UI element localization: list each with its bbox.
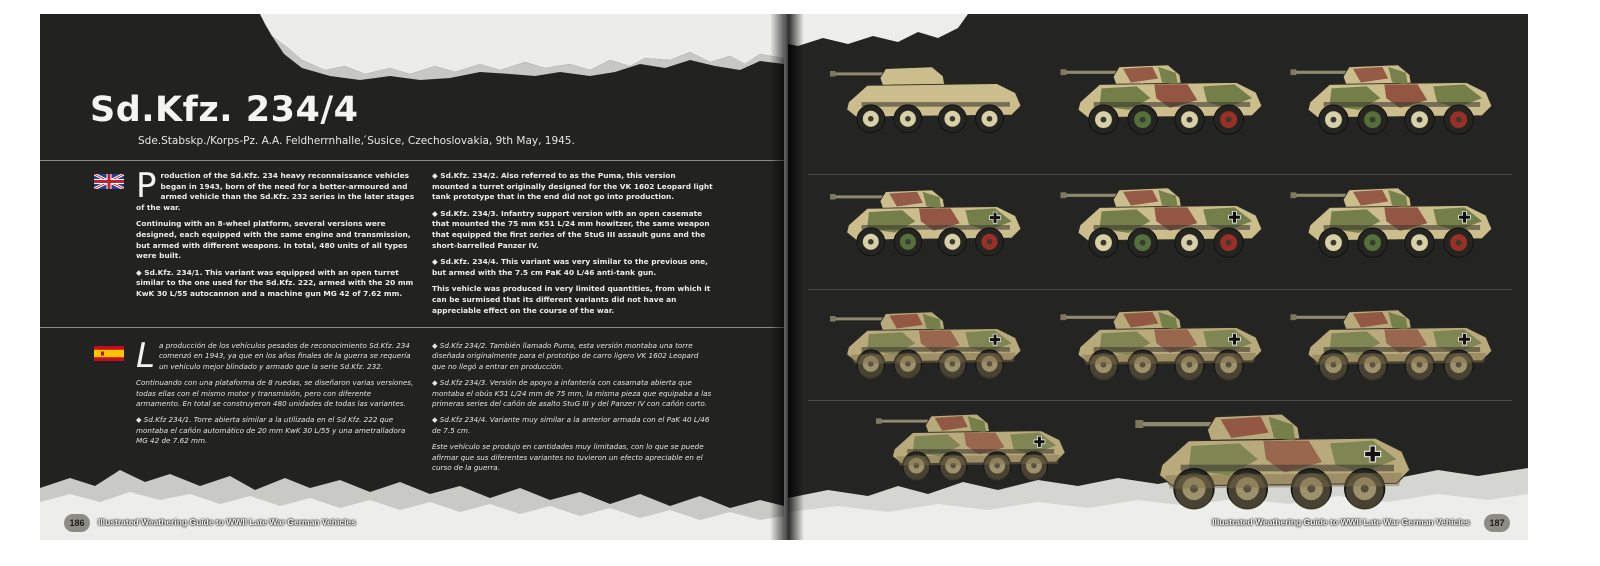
spanish-paragraph: ◆ Sd.Kfz 234/4. Variante muy similar a la anterior armada con el PaK 40 L/46 de 7.5 cm. bbox=[432, 415, 710, 435]
armored-car-illustration bbox=[1060, 304, 1276, 392]
drop-cap: L bbox=[136, 336, 155, 376]
english-paragraph: ◆ Sd.Kfz. 234/3. Infantry support version with an open casemate that mounted the 75 mm K51 L/24 mm howitzer, the same weapon that equipped the first series of the StuG III assault guns and the short-barrelled Panzer IV. bbox=[432, 208, 710, 250]
drop-cap: P bbox=[136, 166, 157, 206]
armored-car-illustration bbox=[1060, 59, 1276, 147]
right-footer bbox=[1210, 514, 1510, 536]
english-paragraph: Continuing with an 8-wheel platform, several versions were designed, each equipped with the same engine and transmission, but armed with different weapons. In total, 480 units of all types were built. bbox=[136, 219, 411, 261]
left-footer bbox=[64, 514, 464, 536]
english-column-2 bbox=[432, 171, 714, 322]
section-divider bbox=[40, 160, 784, 161]
armored-car-illustration bbox=[830, 182, 1034, 270]
english-paragraph: This vehicle was produced in very limited quantities, from which it can be surmised that its different variants did not have an appreciable effect on the course of the war. bbox=[432, 284, 711, 315]
armored-car-illustration bbox=[830, 59, 1034, 147]
right-page bbox=[788, 14, 1528, 540]
armored-car-illustration bbox=[1290, 59, 1506, 147]
spain-flag-icon bbox=[94, 346, 124, 361]
armored-car-illustration bbox=[876, 406, 1078, 494]
page-title: Sd.Kfz. 234/4 bbox=[90, 90, 359, 130]
book-gutter bbox=[770, 14, 804, 540]
vehicle-profile bbox=[1126, 406, 1438, 526]
english-paragraph: ◆ Sd.Kfz. 234/4. This variant was very similar to the previous one, but armed with the 7.5 cm PaK 40 L/46 anti-tank gun. bbox=[432, 257, 708, 277]
running-head: Illustrated Weathering Guide to WWII Late War German Vehicles bbox=[98, 517, 356, 527]
spanish-paragraph: a producción de los vehículos pesados de reconocimiento Sd.Kfz. 234 comenzó en 1943, ya que en los años finales de la guerra se requería un vehículo mejor blindado y armado que la serie Sd.Kfz. 232. bbox=[158, 341, 411, 371]
english-column-1 bbox=[136, 166, 416, 306]
spanish-paragraph: ◆ Sd.Kfz 234/1. Torre abierta similar a la utilizada en el Sd.Kfz. 222 que montaba el cañón automático de 20 mm KwK 30 L/55 y una ametralladora MG 42 de 7.62 mm. bbox=[136, 415, 406, 446]
union-jack-icon bbox=[94, 174, 124, 189]
vehicle-profile bbox=[830, 182, 1034, 270]
row-divider bbox=[808, 174, 1512, 175]
running-head: Illustrated Weathering Guide to WWII Late War German Vehicles bbox=[1212, 517, 1470, 527]
english-paragraph: ◆ Sd.Kfz. 234/1. This variant was equipped with an open turret similar to the one used for the Sd.Kfz. 222, armed with the 20 mm KwK 30 L/55 autocannon and a machine gun MG 42 of 7.62 mm. bbox=[136, 267, 414, 298]
spanish-column-1 bbox=[136, 336, 416, 453]
vehicle-profile bbox=[1060, 304, 1276, 392]
page-subtitle: Sde.Stabskp./Korps-Pz. A.A. Feldherrnhalle, ́Susice, Czechoslovakia, 9th May, 1945. bbox=[138, 135, 575, 147]
armored-car-illustration bbox=[1290, 182, 1506, 270]
torn-paper-top bbox=[788, 14, 1528, 54]
vehicle-profile bbox=[830, 59, 1034, 147]
row-divider bbox=[808, 289, 1512, 290]
spanish-paragraph: ◆ Sd.Kfz 234/2. También llamado Puma, esta versión montaba una torre diseñada originalmente para el prototipo de carro ligero VK 1602 Leopard que no llegó a entrar en producción. bbox=[432, 341, 699, 371]
page-number: 187 bbox=[1484, 514, 1510, 532]
spanish-paragraph: Continuando con una plataforma de 8 ruedas, se diseñaron varias versiones, todas ellas con el mismo motor y transmisión, pero con diferente armamento. En total se construyeron 480 unidades de todas las variantes. bbox=[136, 378, 414, 409]
vehicle-profile bbox=[876, 406, 1078, 494]
vehicle-profile bbox=[830, 304, 1034, 392]
vehicle-profile bbox=[1290, 59, 1506, 147]
page-number: 186 bbox=[64, 514, 90, 532]
vehicle-profile bbox=[1290, 182, 1506, 270]
row-divider bbox=[808, 400, 1512, 401]
vehicle-profile bbox=[1290, 304, 1506, 392]
left-page bbox=[40, 14, 784, 540]
armored-car-illustration bbox=[830, 304, 1034, 392]
armored-car-illustration bbox=[1060, 182, 1276, 270]
armored-car-illustration bbox=[1290, 304, 1506, 392]
torn-paper-top bbox=[40, 14, 784, 94]
vehicle-profile bbox=[1060, 59, 1276, 147]
vehicle-profile bbox=[1060, 182, 1276, 270]
spanish-paragraph: ◆ Sd.Kfz 234/3. Versión de apoyo a infantería con casamata abierta que montaba el obús K51 L/24 mm de 75 mm, la misma pieza que equipaba a las primeras series del cañón de asalto StuG III y del Panzer IV con cañón corto. bbox=[432, 378, 712, 409]
english-paragraph: roduction of the Sd.Kfz. 234 heavy reconnaissance vehicles began in 1943, born of the need for a better-armoured and armed vehicle than the Sd.Kfz. 232 series in the later stages of the war. bbox=[136, 171, 415, 212]
armored-car-illustration bbox=[1126, 406, 1438, 526]
english-paragraph: ◆ Sd.Kfz. 234/2. Also referred to as the Puma, this version mounted a turret originally designed for the VK 1602 Leopard light tank prototype that in the end did not go into production. bbox=[432, 171, 713, 202]
spanish-paragraph: Este vehículo se produjo en cantidades muy limitadas, con lo que se puede afirmar que sus diferentes variantes no tuvieron un efecto apreciable en el curso de la guerra. bbox=[432, 442, 704, 473]
section-divider bbox=[40, 327, 784, 328]
